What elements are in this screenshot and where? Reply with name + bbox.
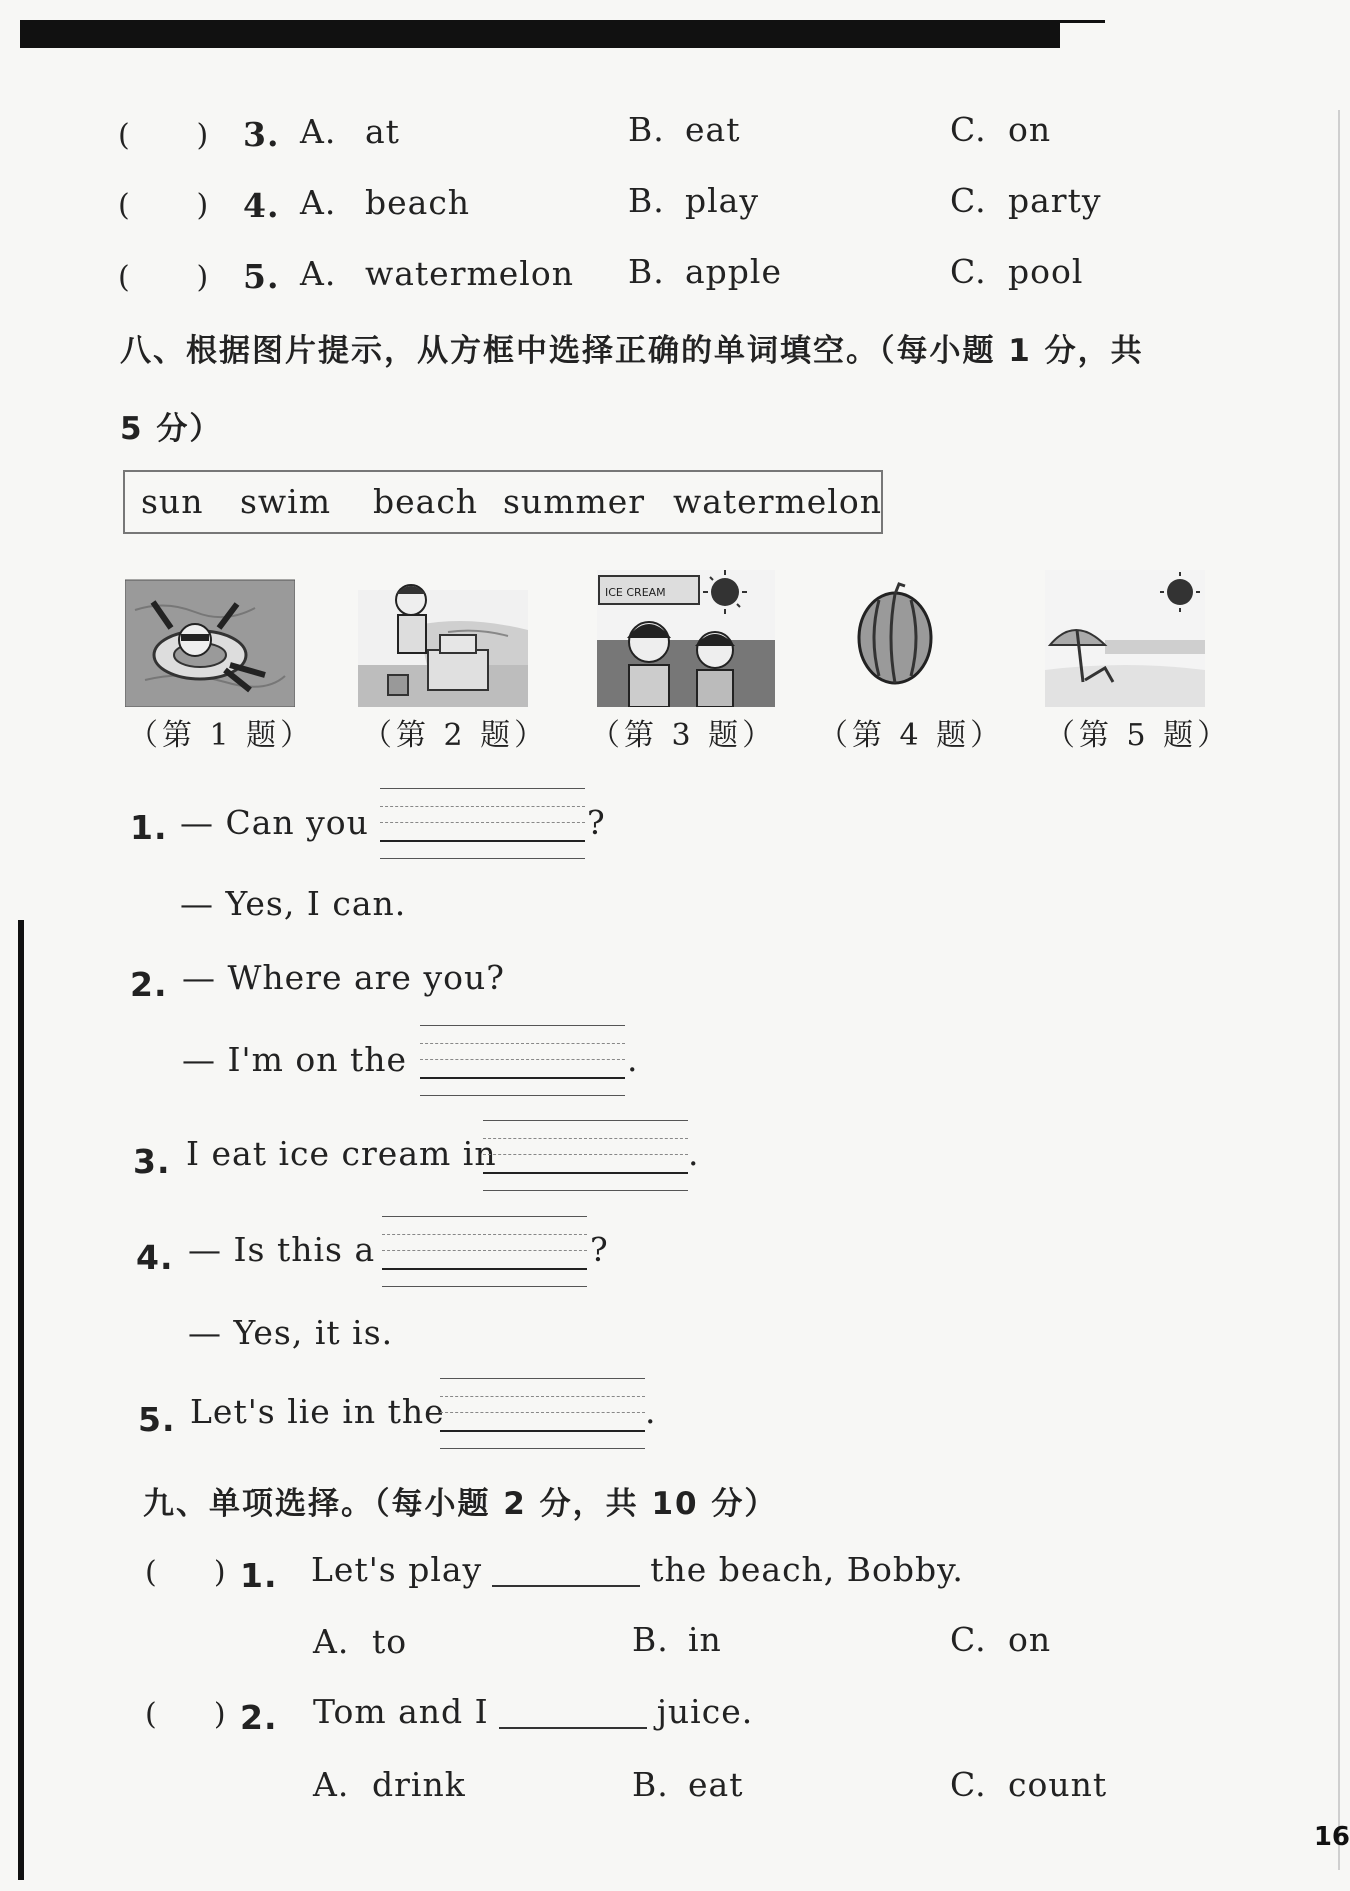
picture-4-caption: （第 4 题） [818, 718, 1005, 753]
option-b-letter: B. [628, 181, 665, 220]
option-b-text: apple [685, 252, 783, 291]
question-text: Let's play the beach, Bobby. [311, 1550, 964, 1589]
q3-number: 3. [133, 1142, 171, 1181]
section-9-heading: 九、单项选择。（每小题 2 分，共 10 分） [143, 1486, 778, 1522]
question-number: 3. [243, 115, 280, 154]
top-thin-rule [20, 20, 1105, 23]
answer-paren[interactable]: ( ) [145, 1555, 226, 1590]
option-a-letter: A. [300, 112, 337, 151]
q4-prompt: — Is this a [188, 1230, 376, 1269]
option-c-text: on [1008, 110, 1052, 149]
section-8-heading-cont: 5 分） [120, 411, 223, 447]
answer-blank[interactable] [499, 1726, 647, 1729]
q1-answer: — Yes, I can. [180, 884, 407, 923]
question-number: 1. [240, 1556, 278, 1595]
question-text: Tom and I juice. [313, 1692, 754, 1731]
option-b-text: eat [685, 110, 741, 149]
option-b-letter: B. [632, 1620, 669, 1659]
option-c-letter: C. [950, 1765, 987, 1804]
option-a-text: at [365, 112, 400, 151]
option-a-letter: A. [300, 254, 337, 293]
option-a-letter: A. [313, 1765, 350, 1804]
word-bank-item: watermelon [673, 482, 882, 521]
picture-3-caption: （第 3 题） [590, 718, 777, 753]
q2-question: — Where are you? [182, 958, 505, 997]
option-c-letter: C. [950, 110, 987, 149]
page-number: 16 [1313, 1822, 1350, 1852]
ice-cream-sign: ICE CREAM [605, 586, 666, 599]
answer-paren[interactable]: ( ) [118, 188, 209, 223]
answer-paren[interactable]: ( ) [118, 260, 209, 295]
word-bank-item: summer [503, 482, 646, 521]
picture-2-caption: （第 2 题） [362, 718, 549, 753]
word-bank-item: beach [373, 482, 479, 521]
option-b-text: play [685, 181, 759, 220]
option-c-letter: C. [950, 181, 987, 220]
q2-punct: . [627, 1040, 639, 1079]
option-a-text: beach [365, 183, 471, 222]
q3-punct: . [688, 1134, 700, 1173]
q2-number: 2. [130, 965, 168, 1004]
word-bank-item: swim [240, 482, 332, 521]
option-c-text: pool [1008, 252, 1084, 291]
option-c-text: party [1008, 181, 1102, 220]
picture-5-sun-beach [1045, 570, 1205, 707]
picture-1-swimming-boy [125, 570, 295, 707]
question-number: 4. [243, 186, 280, 225]
option-c-text: count [1008, 1765, 1108, 1804]
word-bank-item: sun [141, 482, 204, 521]
option-b-letter: B. [628, 252, 665, 291]
picture-1-caption: （第 1 题） [128, 718, 315, 753]
option-b-text: eat [688, 1765, 744, 1804]
option-b-letter: B. [632, 1765, 669, 1804]
option-c-letter: C. [950, 1620, 987, 1659]
q4-answer: — Yes, it is. [188, 1313, 394, 1352]
top-black-bar [20, 20, 1060, 48]
right-margin-rule [1338, 110, 1340, 1870]
picture-2-sandcastle-boy [358, 570, 528, 707]
q3-prompt: I eat ice cream in [186, 1134, 497, 1173]
answer-paren[interactable]: ( ) [118, 118, 209, 153]
section-8-heading: 八、根据图片提示，从方框中选择正确的单词填空。（每小题 1 分，共 [120, 333, 1144, 369]
option-a-text: to [372, 1622, 408, 1661]
q1-number: 1. [130, 808, 168, 847]
answer-blank[interactable] [492, 1584, 640, 1587]
question-number: 5. [243, 257, 280, 296]
option-a-text: watermelon [365, 254, 574, 293]
option-a-letter: A. [313, 1622, 350, 1661]
q1-punct: ? [587, 803, 606, 842]
option-a-letter: A. [300, 183, 337, 222]
answer-paren[interactable]: ( ) [145, 1697, 226, 1732]
q5-punct: . [645, 1392, 657, 1431]
question-number: 2. [240, 1698, 278, 1737]
picture-5-caption: （第 5 题） [1045, 718, 1232, 753]
option-c-letter: C. [950, 252, 987, 291]
q5-prompt: Let's lie in the [190, 1392, 445, 1431]
picture-3-ice-cream-girls [597, 570, 775, 707]
q4-number: 4. [136, 1238, 174, 1277]
q5-number: 5. [138, 1400, 176, 1439]
word-bank-box [123, 470, 883, 534]
q2-prompt: — I'm on the [182, 1040, 408, 1079]
left-black-edge [18, 920, 24, 1880]
picture-4-watermelon [855, 570, 935, 707]
option-b-letter: B. [628, 110, 665, 149]
option-b-text: in [688, 1620, 722, 1659]
q4-punct: ? [590, 1230, 609, 1269]
option-c-text: on [1008, 1620, 1052, 1659]
q1-prompt: — Can you [180, 803, 369, 842]
option-a-text: drink [372, 1765, 466, 1804]
